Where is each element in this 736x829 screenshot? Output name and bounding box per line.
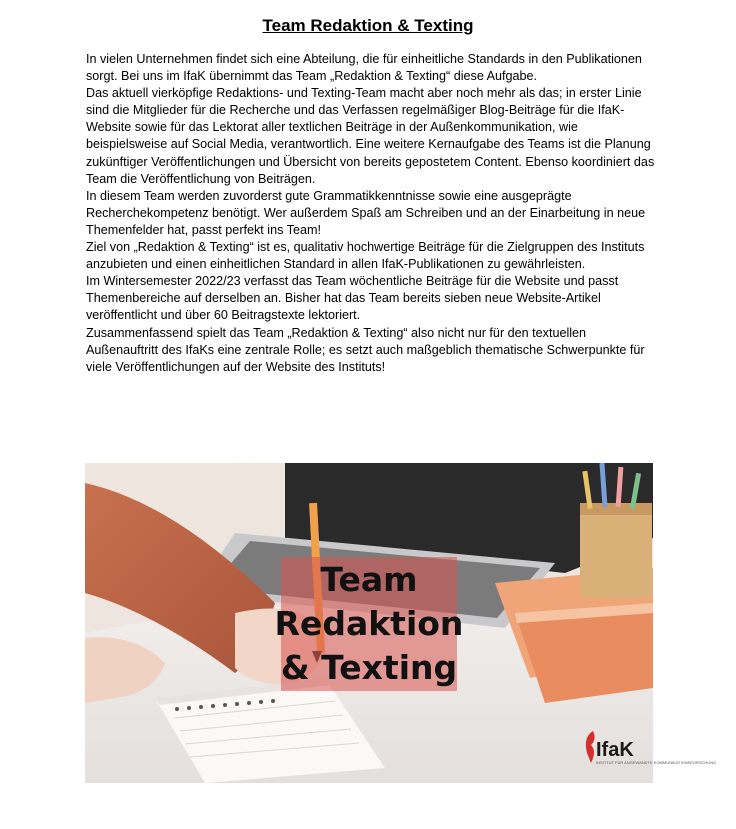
overlay-line-1: Team [320, 560, 418, 599]
paragraph: Das aktuell vierköpfige Redaktions- und Texting-Team macht aber noch mehr als das; in erster Linie sind die Mitglieder für die Recherche und das Verfassen regelmäßiger Blog-Beiträge für die IfaK-Website sowie für das Lektorat aller textlichen Beiträge in der Außenkommunikation, wie beispielsweise auf Social Media, verantwortlich. Eine weitere Kernaufgabe des Teams ist die Planung zukünftiger Veröffentlichungen und Übersicht von bereits gepostetem Content. Ebenso koordiniert das Team die Veröffentlichung von Beiträgen. [86, 86, 655, 186]
body-text [86, 51, 656, 376]
overlay-line-3: & Texting [280, 648, 458, 687]
page-title: Team Redaktion & Texting [262, 16, 474, 35]
photo-illustration [85, 463, 717, 783]
logo-subtext: INSTITUT FÜR ANGEWANDTE KOMMUNIKATIONSFORSCHUNG [596, 760, 717, 765]
paragraph: Zusammenfassend spielt das Team „Redaktion & Texting“ also nicht nur für den textuellen Außenauftritt des IfaKs eine zentrale Rolle; es setzt auch maßgeblich thematische Schwerpunkte für viele Veröffentlichungen auf der Website des Instituts! [86, 325, 645, 374]
paragraph: In vielen Unternehmen findet sich eine Abteilung, die für einheitliche Standards in den Publikationen sorgt. Bei uns im IfaK übernimmt das Team „Redaktion & Texting“ diese Aufgabe. [86, 52, 642, 84]
overlay-line-2: Redaktion [274, 604, 464, 643]
paragraph: Ziel von „Redaktion & Texting“ ist es, qualitativ hochwertige Beiträge für die Zielgruppen des Instituts anzubieten und einen einheitlichen Standard in allen IfaK-Publikationen zu gewährleisten. [86, 240, 645, 272]
team-photo [85, 463, 717, 783]
paragraph: Im Wintersemester 2022/23 verfasst das Team wöchentliche Beiträge für die Website und passt Themenbereiche auf derselben an. Bisher hat das Team bereits sieben neue Website-Artikel veröffentlicht und über 60 Beitragstexte lektoriert. [86, 274, 619, 323]
logo-text: IfaK [596, 739, 634, 761]
paragraph: In diesem Team werden zuvorderst gute Grammatikkenntnisse sowie eine ausgeprägte Recherchekompetenz benötigt. Wer außerdem Spaß am Schreiben und an der Einarbeitung in neue Themenfelder hat, passt perfekt ins Team! [86, 188, 646, 237]
